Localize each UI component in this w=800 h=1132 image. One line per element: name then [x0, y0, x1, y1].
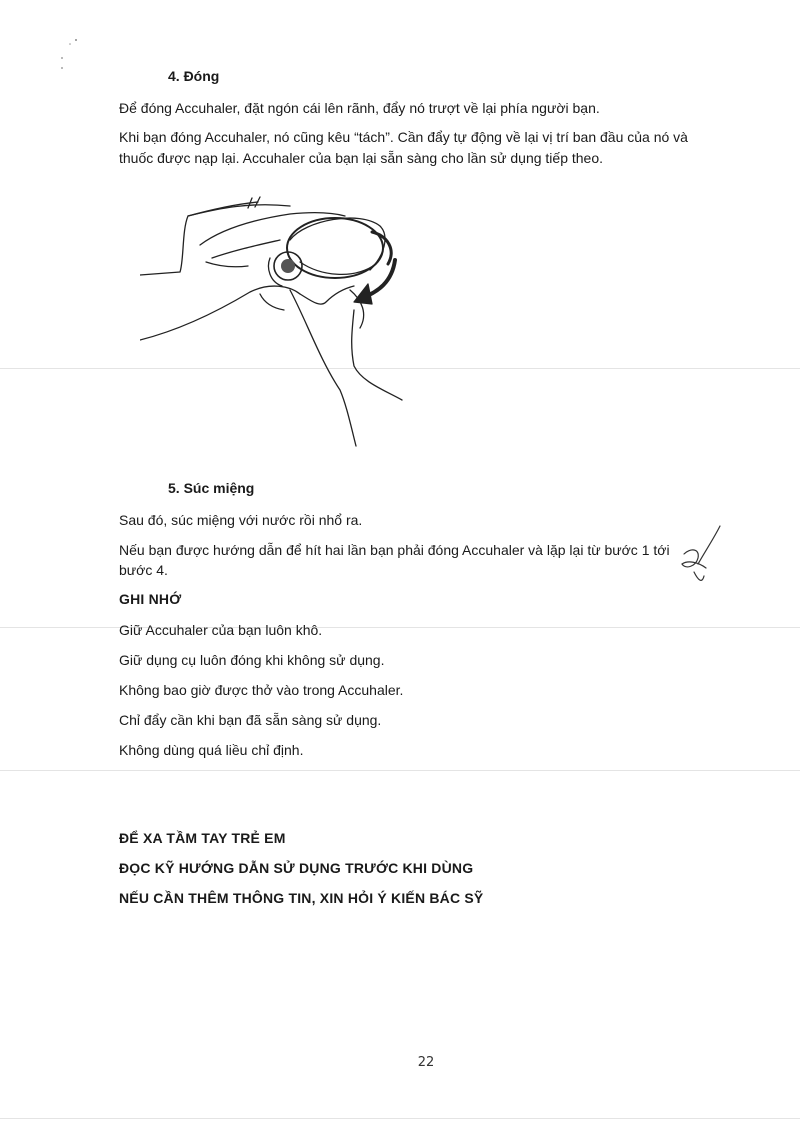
section-4-paragraph-2-line-1: Khi bạn đóng Accuhaler, nó cũng kêu “tách”. Cần đẩy tự động về lại vị trí ban đầu của nó và [119, 129, 688, 145]
hand-closing-inhaler-illustration [140, 190, 430, 460]
section-5-paragraph-1: Sau đó, súc miệng với nước rồi nhổ ra. [119, 512, 363, 528]
warning-keep-away-from-children: ĐỂ XA TẦM TAY TRẺ EM [119, 830, 286, 846]
scan-line [0, 770, 800, 771]
section-4-paragraph-1: Để đóng Accuhaler, đặt ngón cái lên rãnh, đẩy nó trượt về lại phía người bạn. [119, 100, 600, 116]
section-5-paragraph-2-line-2: bước 4. [119, 562, 168, 578]
section-4-heading: 4. Đóng [168, 68, 220, 84]
remember-item: Không bao giờ được thở vào trong Accuhaler. [119, 682, 404, 698]
warning-read-instructions: ĐỌC KỸ HƯỚNG DẪN SỬ DỤNG TRƯỚC KHI DÙNG [119, 860, 474, 876]
section-5-heading: 5. Súc miệng [168, 480, 255, 496]
scan-speckles [56, 36, 86, 76]
warning-consult-doctor: NẾU CẦN THÊM THÔNG TIN, XIN HỎI Ý KIẾN BÁC SỸ [119, 890, 484, 906]
remember-item: Giữ dụng cụ luôn đóng khi không sử dụng. [119, 652, 385, 668]
page-number: 22 [417, 1055, 435, 1070]
remember-item: Không dùng quá liều chỉ định. [119, 742, 304, 758]
remember-item: Chỉ đẩy cần khi bạn đã sẵn sàng sử dụng. [119, 712, 382, 728]
remember-item: Giữ Accuhaler của bạn luôn khô. [119, 622, 323, 638]
handwritten-initials [676, 524, 730, 588]
section-4-paragraph-2-line-2: thuốc được nạp lại. Accuhaler của bạn lại sẵn sàng cho lần sử dụng tiếp theo. [119, 150, 604, 166]
scan-line [0, 1118, 800, 1119]
section-5-paragraph-2-line-1: Nếu bạn được hướng dẫn để hít hai lần bạn phải đóng Accuhaler và lặp lại từ bước 1 tới [119, 542, 670, 558]
remember-heading: GHI NHỚ [119, 591, 182, 607]
